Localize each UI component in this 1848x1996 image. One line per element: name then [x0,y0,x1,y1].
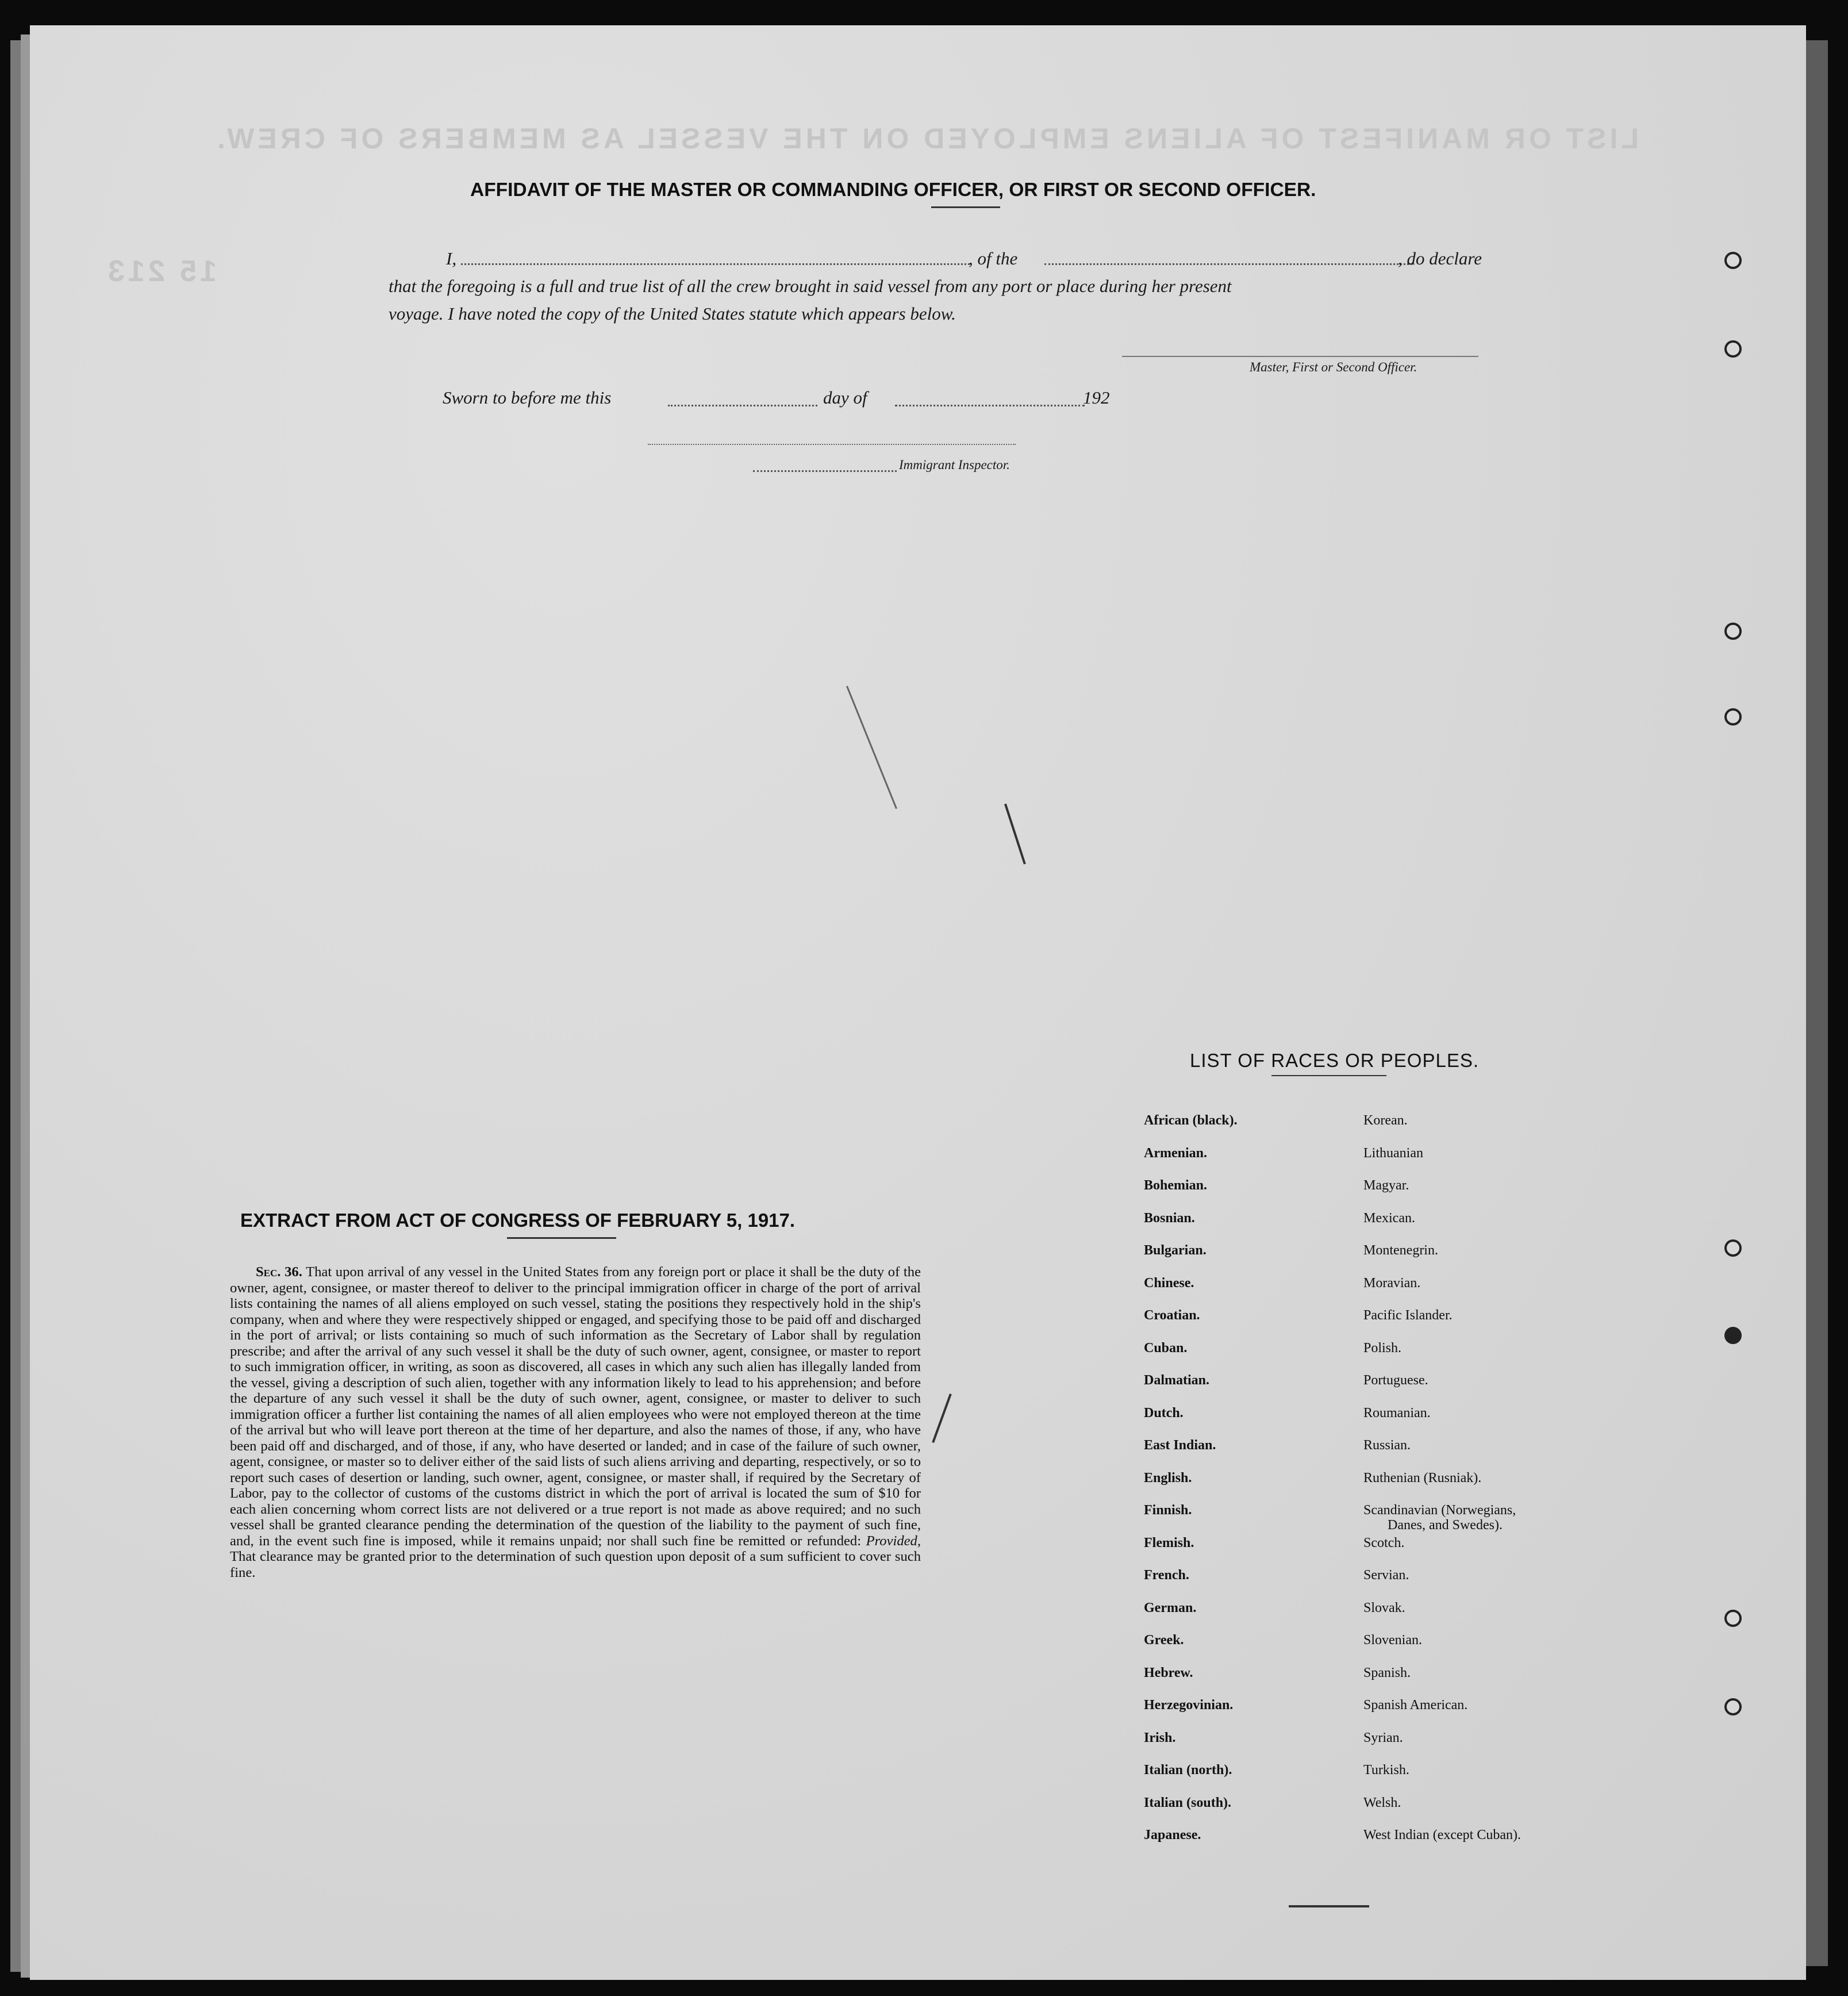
stray-mark [846,686,897,809]
race-item: Japanese. [1144,1828,1201,1843]
race-item: Roumanian. [1363,1405,1431,1421]
stray-mark [1289,1905,1369,1907]
race-item: Dutch. [1144,1405,1184,1421]
extract-rule [507,1237,616,1239]
inspector-line[interactable] [753,470,897,472]
race-item: Spanish. [1363,1665,1411,1680]
race-item: Finnish. [1144,1503,1192,1518]
punch-hole [1724,252,1742,269]
proviso-label: Provided, [866,1533,921,1549]
extract-heading: EXTRACT FROM ACT OF CONGRESS OF FEBRUARY 5, 1917. [240,1210,796,1231]
punch-hole [1724,623,1742,640]
sworn-year: 192 [1083,387,1110,408]
race-item: Lithuanian [1363,1145,1423,1161]
section-label: Sec. 36. [256,1264,302,1280]
name-blank[interactable] [461,263,970,265]
affidavit-line3: voyage. I have noted the copy of the United States statute which appears below. [389,304,956,324]
affidavit-heading: AFFIDAVIT OF THE MASTER OR COMMANDING OFFICER, OR FIRST OR SECOND OFFICER. [470,179,1316,201]
race-item: Moravian. [1363,1275,1421,1291]
affidavit-line1-start: I, [446,248,457,268]
race-item: Chinese. [1144,1275,1194,1291]
sworn-start: Sworn to before me this [443,387,612,408]
race-item: Italian (north). [1144,1763,1232,1778]
section-body: That upon arrival of any vessel in the United States from any foreign port or place it shall be the duty of the owner, agent, consignee, or master thereof to deliver to the principal immigration officer in charge of the port of arrival lists containing the names of all aliens employed on such vessel, stating the positions they respectively hold in the ship's company, when and where they were respectively shipped or engaged, and specifying those to be paid off and discharged in the port of arrival; or lists containing so much of such information as the Secretary of Labor shall by regulation prescribe; and after the arrival of any such vessel it shall be the duty of such owner, agent, consignee, or master to report to such immigration officer, in writing, as soon as discovered, all cases in which any such alien has illegally landed from the vessel, giving a description of such alien, together with any information likely to lead to his apprehension; and before the departure of any such vessel it shall be the duty of such owner, agent, consignee, or master to deliver to such immigration officer a further list containing the names of all alien employees who were not employed thereon at the time of the arrival but who will leave port thereon at the time of her departure, and also the names of those, if any, who have been paid off and discharged, and of those, if any, who have deserted or landed; and in case of the failure of such owner, agent, consignee, or master so to deliver either of the said lists of such aliens arriving and departing, respectively, or so to report such cases of desertion or landing, such owner, agent, consignee, or master shall, if required by the Secretary of Labor, pay to the collector of customs of the customs district in which the port of arrival is located the sum of $10 for each alien concerning whom correct lists are not delivered or a true report is not made as above required; and no such vessel shall be granted clearance pending the determination of the question of the liability to the payment of such fine, and, in the event such fine is imposed, while it remains unpaid; nor shall such fine be remitted or refunded: [230,1264,921,1549]
punch-hole [1724,340,1742,358]
race-item-text: Scandinavian (Norwegians, [1363,1503,1516,1518]
race-item: German. [1144,1600,1197,1615]
race-item: Syrian. [1363,1730,1403,1745]
race-item: Servian. [1363,1568,1409,1583]
heading-rule [931,206,1000,208]
races-rule [1271,1075,1386,1076]
document-page [30,25,1806,1980]
signature-caption: Master, First or Second Officer. [1250,360,1417,374]
punch-hole [1724,1610,1742,1627]
race-item: Scotch. [1363,1535,1405,1550]
vessel-blank[interactable] [1044,263,1412,265]
race-item: Welsh. [1363,1795,1401,1810]
race-item: French. [1144,1568,1189,1583]
race-item: Portuguese. [1363,1373,1428,1388]
proviso-text: That clearance may be granted prior to the determination of such question upon deposit of a sum sufficient to cover such fine. [230,1549,921,1580]
punch-hole [1724,1698,1742,1715]
race-item-continuation: Danes, and Swedes). [1388,1518,1503,1533]
race-item: Spanish American. [1363,1698,1468,1713]
affidavit-line2: that the foregoing is a full and true list of all the crew brought in said vessel from any port or place during her present [389,276,1232,296]
ghost-number: 15 213 [105,255,217,288]
inspector-caption: Immigrant Inspector. [899,458,1010,472]
race-item: Ruthenian (Rusniak). [1363,1470,1482,1486]
race-item: Mexican. [1363,1210,1415,1226]
race-item: Bohemian. [1144,1178,1208,1193]
races-left-column [1144,1113,1238,1860]
punch-hole [1724,708,1742,726]
race-item: Slovenian. [1363,1633,1422,1648]
race-item: Cuban. [1144,1340,1188,1356]
stray-mark [1004,804,1026,865]
race-item: Korean. [1363,1113,1408,1128]
race-item: Greek. [1144,1633,1184,1648]
affidavit-line1-end: , do declare [1398,248,1482,268]
race-item: Bulgarian. [1144,1243,1207,1258]
race-item: Croatian. [1144,1308,1200,1323]
punch-hole [1724,1239,1742,1257]
race-item: African (black). [1144,1113,1238,1128]
month-blank[interactable] [895,405,1085,406]
race-item: Flemish. [1144,1535,1194,1550]
race-item: Polish. [1363,1340,1402,1356]
stray-mark [932,1394,952,1443]
signature-line[interactable] [1122,356,1478,357]
races-right-column [1363,1113,1521,1860]
race-item: East Indian. [1144,1438,1216,1453]
race-item: West Indian (except Cuban). [1363,1828,1521,1843]
inspector-signature-line[interactable] [648,444,1016,445]
race-item: Slovak. [1363,1600,1405,1615]
races-heading: LIST OF RACES OR PEOPLES. [1190,1050,1480,1071]
ghost-heading: LIST OR MANIFEST OF ALIENS EMPLOYED ON THE VESSEL AS MEMBERS OF CREW. [214,122,1639,155]
race-item: Dalmatian. [1144,1373,1209,1388]
race-item: Herzegovinian. [1144,1698,1234,1713]
race-item: Russian. [1363,1438,1411,1453]
race-item: Armenian. [1144,1145,1207,1161]
day-blank[interactable] [668,405,817,406]
sworn-mid: day of [823,387,867,408]
race-item [1363,1503,1521,1536]
race-item: English. [1144,1470,1192,1486]
race-item: Montenegrin. [1363,1243,1438,1258]
race-item: Irish. [1144,1730,1176,1745]
race-item: Pacific Islander. [1363,1308,1453,1323]
punch-hole [1724,1327,1742,1344]
affidavit-line1-mid: , of the [969,248,1018,268]
race-item: Turkish. [1363,1763,1409,1778]
race-item: Bosnian. [1144,1210,1195,1226]
race-item: Magyar. [1363,1178,1409,1193]
race-item: Hebrew. [1144,1665,1193,1680]
race-item: Italian (south). [1144,1795,1232,1810]
statute-text [230,1264,921,1580]
